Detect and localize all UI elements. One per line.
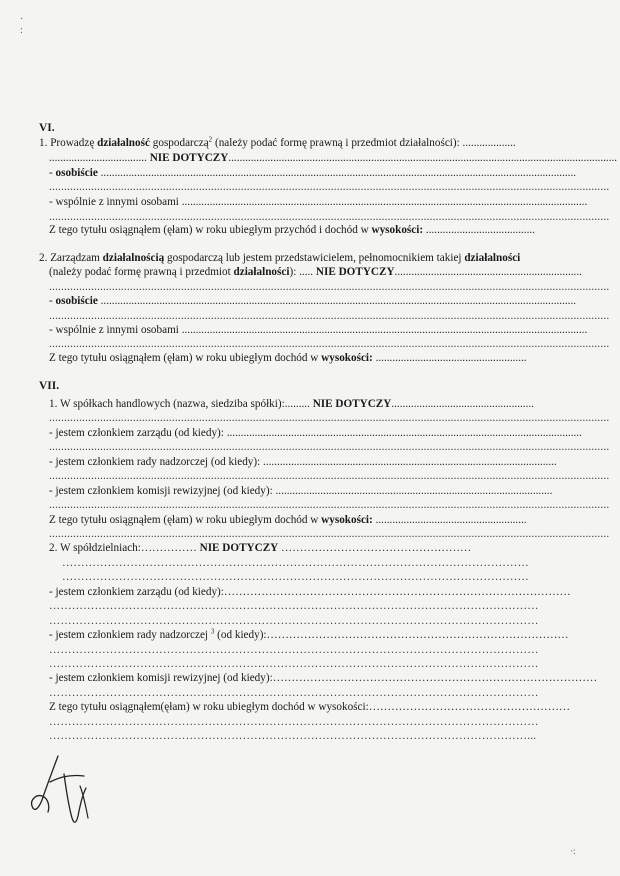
vii-2-answer-value: NIE DOTYCZY <box>196 542 279 554</box>
vi-1-personal-line <box>49 166 577 180</box>
vii-1-board-label: - jestem członkiem zarządu (od kiedy): <box>49 427 227 439</box>
vi-2-personal-line <box>49 294 577 308</box>
vi-2-personal-dash: - <box>49 295 56 307</box>
vii-2-blank-line-3 <box>49 643 572 657</box>
vii-2-cont-line-1 <box>62 556 572 570</box>
vii-2-board-label: - jestem członkiem zarządu (od kiedy): <box>49 586 224 598</box>
vi-1-footnote-ref: 2 <box>208 135 213 144</box>
vi-1-answer-dots-post: ........................................................................................................................................... <box>228 152 618 164</box>
vii-1-audit-label: - jestem członkiem komisji rewizyjnej (od kiedy): <box>49 485 276 497</box>
vi-1-income-bold: wysokości: <box>371 224 424 236</box>
vii-2-blank-line-1 <box>49 599 572 613</box>
vii-1-supervisory-label: - jestem członkiem rady nadzorczej (od kiedy): <box>49 456 264 468</box>
vii-2-blank-line-6 <box>49 715 572 729</box>
vi-2-bold-term: działalnością <box>102 252 165 264</box>
vii-2-blank-line-4 <box>49 657 572 671</box>
vii-1-supervisory-line <box>49 455 572 469</box>
vi-1-activity-line <box>39 136 572 150</box>
vi-2-form-line <box>49 265 582 279</box>
vii-2-blank-dots-1: ………………………………………………………………………………………………………………… <box>49 600 539 612</box>
vi-1-answer-dots-pre: ................................... <box>49 152 147 164</box>
vi-1-blank-line-1 <box>49 180 610 194</box>
vii-2-income-dots: ……………………………………………… <box>368 701 571 713</box>
vii-1-blank-dots-3: ........................................................................................................................................................................................... <box>49 470 610 482</box>
vi-1-joint-dots: ................................................................................................................................................. <box>178 196 588 208</box>
vii-2-income-line <box>49 700 572 714</box>
vi-2-blank-dots-2: ........................................................................................................................................................................................... <box>49 310 610 322</box>
vi-1-income-dots: ....................................... <box>423 224 535 236</box>
vii-2-supervisory-post: (od kiedy): <box>214 629 267 641</box>
vi-1-joint-label: - wspólnie z innymi osobami <box>49 196 179 208</box>
vi-2-blank-line-3 <box>49 337 610 351</box>
vii-1-supervisory-dots: ......................................................................................................... <box>263 456 557 468</box>
vi-2-blank-line-1 <box>49 280 610 294</box>
vii-2-audit-label: - jestem członkiem komisji rewizyjnej (od kiedy): <box>49 672 273 684</box>
vi-2-income-bold: wysokości: <box>321 352 373 364</box>
vi-1-post: (należy podać formę prawną i przedmiot działalności): ................... <box>212 137 516 149</box>
vi-2-joint-line <box>49 323 588 337</box>
vii-2-cooperatives-line <box>49 541 572 555</box>
vii-1-income-text: Z tego tytułu osiągnąłem (ęłam) w roku ubiegłym dochód w <box>49 514 322 526</box>
vii-2-last-line <box>49 729 572 743</box>
vi-2-form-mid: ): ..... <box>289 266 316 278</box>
handwritten-signature <box>28 752 98 832</box>
vii-2-cont-dots-2: …………………………………………………………………………………………………………… <box>62 571 529 583</box>
vii-1-blank-line-2 <box>49 440 610 454</box>
vi-2-answer-dots: ................................................................... <box>394 266 582 278</box>
vi-1-blank-dots-1: ........................................................................................................................................................................................... <box>49 181 610 193</box>
vii-2-board-line <box>49 585 572 599</box>
vii-1-answer-value: NIE DOTYCZY <box>312 398 392 410</box>
vii-2-blank-dots-2: ………………………………………………………………………………………………………………… <box>49 615 539 627</box>
vii-2-cont-dots-1: …………………………………………………………………………………………………………… <box>62 557 529 569</box>
vii-2-audit-line <box>49 671 598 685</box>
vii-2-prefix: 2. W spółdzielniach:…………… <box>49 542 197 554</box>
vii-1-board-line <box>49 426 582 440</box>
scan-mark-bottom-right: ·: <box>570 846 576 856</box>
vii-1-blank-line-1 <box>49 411 610 425</box>
vii-2-supervisory-dots: ……………………………………………………………………… <box>266 629 569 641</box>
vii-2-blank-dots-5: ………………………………………………………………………………………………………………… <box>49 687 539 699</box>
vii-2-cont-line-2 <box>62 570 572 584</box>
vii-1-blank-dots-5: ........................................................................................................................................................................................... <box>49 528 610 540</box>
vi-2-form-text: (należy podać formę prawną i przedmiot <box>49 266 234 278</box>
vii-2-blank-line-5 <box>49 686 572 700</box>
vi-2-joint-dots: ................................................................................................................................................. <box>178 324 588 336</box>
vii-2-answer-dots: …………………………………………… <box>278 542 472 554</box>
section-vii-heading: VII. <box>39 380 60 392</box>
vi-1-blank-line-2 <box>49 210 610 224</box>
vii-1-blank-dots-1: ........................................................................................................................................................................................... <box>49 412 610 424</box>
vi-1-joint-line <box>49 195 588 209</box>
vi-1-answer-value: NIE DOTYCZY <box>146 152 229 164</box>
vii-1-blank-dots-4: ........................................................................................................................................................................................... <box>49 499 610 511</box>
vi-2-management-line <box>39 251 572 265</box>
vii-1-income-bold: wysokości: <box>321 514 373 526</box>
vi-1-mid: gospodarczą <box>149 137 209 149</box>
vii-1-audit-dots: ................................................................................................... <box>275 485 553 497</box>
vii-2-supervisory-line <box>49 628 572 642</box>
vi-1-income-text: Z tego tytułu osiągnąłem (ęłam) w roku ubiegłym przychód i dochód w <box>49 224 372 236</box>
vii-1-prefix: 1. W spółkach handlowych (nazwa, siedziba spółki):......... <box>49 398 313 410</box>
vii-2-income-label: Z tego tytułu osiągnąłem(ęłam) w roku ubiegłym dochód w wysokości: <box>49 701 369 713</box>
vii-2-last-dots: ………………………………………………………………………………………………………………... <box>49 730 537 742</box>
vi-2-blank-line-2 <box>49 309 610 323</box>
vii-1-blank-line-5 <box>49 527 610 541</box>
vi-2-personal-label: osobiście <box>55 295 98 307</box>
vii-1-answer-dots: ................................................... <box>391 398 534 410</box>
vi-2-blank-dots-1: ........................................................................................................................................................................................... <box>49 281 610 293</box>
vi-1-answer-line <box>49 151 618 165</box>
vii-2-blank-line-2 <box>49 614 572 628</box>
vi-1-personal-dots: .......................................................................................................................................................................... <box>97 167 577 179</box>
vi-2-bold-term-2: działalności <box>464 252 521 264</box>
vii-2-blank-dots-6: ………………………………………………………………………………………………………………… <box>49 716 539 728</box>
vi-2-personal-dots: .......................................................................................................................................................................... <box>97 295 577 307</box>
vi-1-personal-label: osobiście <box>55 167 98 179</box>
vi-2-income-line <box>49 351 572 365</box>
vii-2-supervisory-label: - jestem członkiem rady nadzorczej <box>49 629 211 641</box>
vi-2-income-dots: ...................................................... <box>372 352 527 364</box>
vi-1-income-line <box>49 223 572 237</box>
vii-1-blank-line-4 <box>49 498 610 512</box>
vii-1-companies-line <box>49 397 572 411</box>
vi-1-prefix: 1. Prowadzę <box>39 137 98 149</box>
vii-2-blank-dots-4: ………………………………………………………………………………………………………………… <box>49 658 539 670</box>
vi-2-prefix: 2. Zarządzam <box>39 252 103 264</box>
vii-1-blank-dots-2: ........................................................................................................................................................................................... <box>49 441 610 453</box>
vii-1-board-dots: ............................................................................................................................... <box>226 427 582 439</box>
vi-2-mid: gospodarczą lub jestem przedstawicielem, pełnomocnikiem takiej <box>164 252 465 264</box>
vii-2-board-dots: ………………………………………………………………………………… <box>223 586 571 598</box>
vii-2-blank-dots-3: ………………………………………………………………………………………………………………… <box>49 644 539 656</box>
section-vi-heading: VI. <box>39 122 55 134</box>
scan-mark-top-left: · : <box>20 14 24 36</box>
vii-2-footnote-ref: 3 <box>210 627 215 636</box>
vii-1-income-line <box>49 513 572 527</box>
vi-1-blank-dots-2: ........................................................................................................................................................................................... <box>49 211 610 223</box>
vi-1-bold-term: działalność <box>97 137 150 149</box>
vi-1-personal-dash: - <box>49 167 56 179</box>
vi-2-blank-dots-3: ........................................................................................................................................................................................... <box>49 338 610 350</box>
vi-2-joint-label: - wspólnie z innymi osobami <box>49 324 179 336</box>
vi-2-answer-value: NIE DOTYCZY <box>315 266 395 278</box>
vii-1-income-dots: ...................................................... <box>372 514 527 526</box>
vii-1-audit-line <box>49 484 572 498</box>
vii-2-audit-dots: …………………………………………………………………………… <box>272 672 598 684</box>
vi-2-income-text: Z tego tytułu osiągnąłem (ęłam) w roku ubiegłym dochód w <box>49 352 322 364</box>
vii-1-blank-line-3 <box>49 469 610 483</box>
vi-2-form-bold: działalności <box>233 266 290 278</box>
